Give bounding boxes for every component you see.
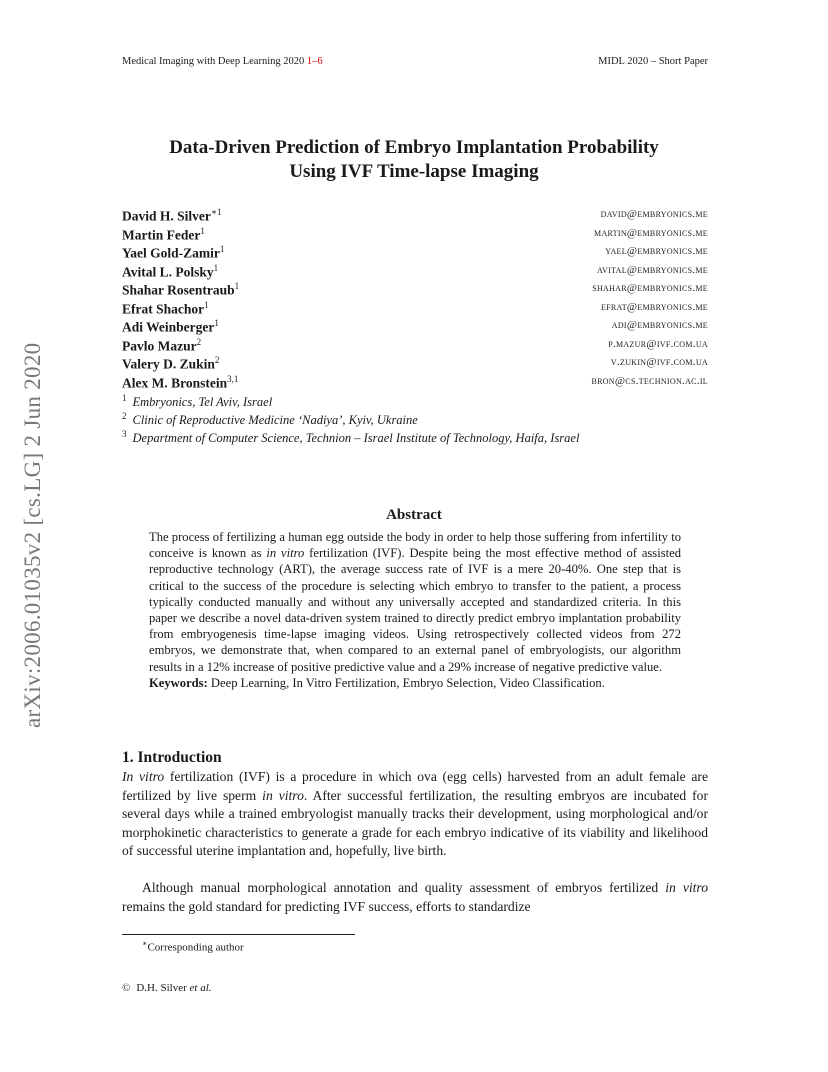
running-header-left: [122, 56, 323, 67]
footnote: ∗Corresponding author: [142, 939, 244, 954]
author-name: Pavlo Mazur$^2$: [122, 336, 202, 353]
abstract-heading: Abstract: [386, 507, 442, 523]
abstract-body: The process of fertilizing a human egg outside the body in order to help those suffering from infertility to conceive is known as in vitro fertilization (IVF). Despite being the most effective method of assisted reproductive technology (ART), the average success rate of IVF is a mere 20-40%. One step that is critical to the success of the procedure is selecting which embryo to transfer to the patient, a process typically conducted manually and without any universally accepted and standardized criteria. In this paper we describe a novel data-driven system trained to directly predict embryo implantation probability from embryogenesis time-lapse imaging videos. Using retrospectively collected videos from 272 embryos, we demonstrate that, when compared to an external panel of embryologists, our algorithm results in a 12% increase of positive predictive value and a 29% increase of negative predictive value. Keywords: Deep Learning, In Vitro Fertilization, Embryo Selection, Video Classification.: [149, 530, 681, 690]
keywords-label: Keywords:: [149, 675, 208, 690]
affiliation-3: $^3$ Department of Computer Science, Technion – Israel Institute of Technology, Haifa, Israel: [122, 429, 580, 446]
author-name: Valery D. Zukin$^2$: [122, 355, 220, 372]
copyright-line: © D.H. Silver et al.: [122, 982, 212, 994]
venue-text: Medical Imaging with Deep Learning 2020: [122, 56, 305, 67]
footnote-rule: [122, 934, 355, 935]
author-email[interactable]: shahar@embryonics.me: [592, 282, 708, 294]
author-email[interactable]: yael@embryonics.me: [605, 245, 708, 257]
affiliation-1: $^1$ Embryonics, Tel Aviv, Israel: [122, 393, 273, 410]
copyright-icon: ©: [122, 982, 131, 994]
author-row: [122, 337, 708, 355]
author-name: Yael Gold-Zamir$^1$: [122, 244, 225, 261]
author-email[interactable]: martin@embryonics.me: [594, 226, 708, 239]
author-row: [122, 281, 708, 299]
paper-title-line-2: Using IVF Time-lapse Imaging: [289, 161, 539, 182]
author-name: Efrat Shachor$^1$: [122, 299, 209, 316]
author-name: Alex M. Bronstein$^{3,1}$: [122, 373, 239, 390]
author-name: David H. Silver$^{∗1}$: [122, 207, 222, 224]
author-name: Shahar Rosentraub$^1$: [122, 281, 240, 298]
author-email[interactable]: v.zukin@ivf.com.ua: [610, 356, 708, 368]
author-row: [122, 355, 708, 373]
author-name: Martin Feder$^1$: [122, 225, 205, 242]
author-name: Avital L. Polsky$^1$: [122, 262, 219, 279]
author-row: [122, 300, 708, 318]
paper-title-line-1: Data-Driven Prediction of Embryo Implantation Probability: [169, 137, 659, 158]
author-name: Adi Weinberger$^1$: [122, 318, 219, 335]
author-email[interactable]: david@embryonics.me: [600, 208, 708, 220]
author-row: [122, 318, 708, 336]
intro-paragraph-2: Although manual morphological annotation and quality assessment of embryos fertilized in vitro remains the gold standard for predicting IVF success, efforts to standardize: [122, 880, 708, 914]
author-row: [122, 374, 708, 392]
author-email[interactable]: bron@cs.technion.ac.il: [591, 374, 708, 387]
page-range-link[interactable]: 1–6: [306, 56, 323, 67]
intro-paragraph-1: In vitro fertilization (IVF) is a procedure in which ova (egg cells) harvested from an adult female are fertilized by live sperm in vitro. After successful fertilization, the resulting embryos are incubated for several days while a trained embryologist manually tracks their development, using morphological and/or morphokinetic characteristics to generate a grade for each embryo indicative of its viability and likelihood of successful uterine implantation and, hopefully, live birth.: [122, 769, 708, 859]
running-header-right: MIDL 2020 – Short Paper: [598, 56, 708, 67]
author-row: [122, 226, 708, 244]
author-email[interactable]: p.mazur@ivf.com.ua: [608, 337, 708, 350]
author-row: [122, 244, 708, 262]
arxiv-sidebar-stamp: arXiv:2006.01035v2 [cs.LG] 2 Jun 2020: [20, 342, 45, 728]
author-email[interactable]: avital@embryonics.me: [597, 263, 708, 276]
author-row: [122, 263, 708, 281]
author-email[interactable]: efrat@embryonics.me: [600, 300, 708, 313]
author-row: [122, 207, 708, 225]
section-heading-introduction: 1. Introduction: [122, 749, 222, 766]
author-email[interactable]: adi@embryonics.me: [611, 319, 708, 331]
affiliation-2: $^2$ Clinic of Reproductive Medicine ‘Nadiya’, Kyiv, Ukraine: [122, 411, 418, 428]
keywords-list: Deep Learning, In Vitro Fertilization, Embryo Selection, Video Classification.: [207, 675, 605, 690]
